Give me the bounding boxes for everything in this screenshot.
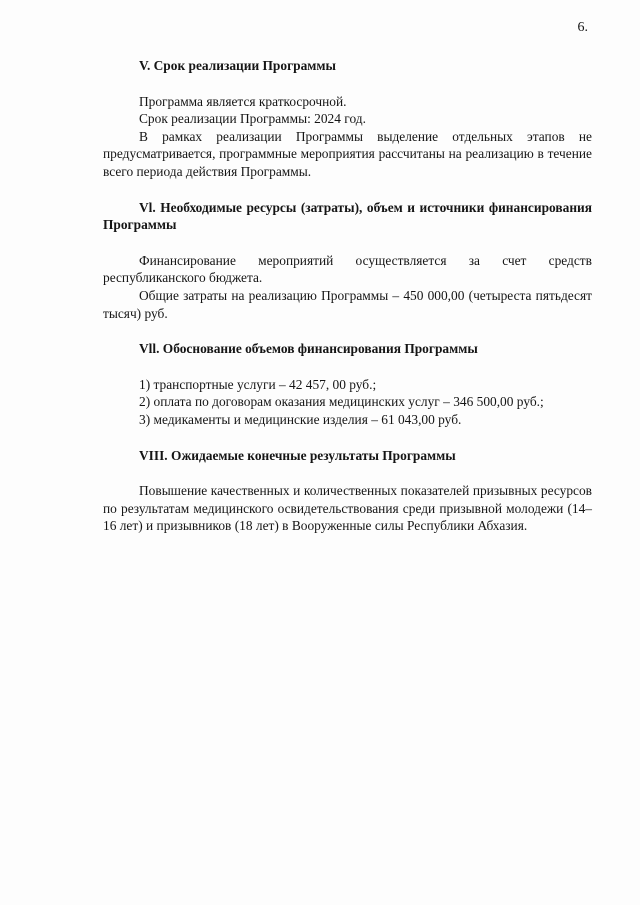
section-v-paragraph: Программа является краткосрочной. — [139, 93, 347, 109]
section-vi-paragraph: Общие затраты на реализацию Программы – 450 000,00 (четыреста пятьдесят тысяч) руб. — [103, 287, 592, 321]
section-v-paragraph: Срок реализации Программы: 2024 год. — [139, 111, 366, 127]
section-vii-list-item: 3) медикаменты и медицинские изделия – 61 043,00 руб. — [139, 411, 462, 427]
section-vii-list-item: 2) оплата по договорам оказания медицинских услуг – 346 500,00 руб.; — [139, 394, 544, 410]
section-heading-vii: Vll. Обоснование объемов финансирования Программы — [139, 341, 478, 357]
section-heading-v: V. Срок реализации Программы — [139, 58, 336, 73]
section-vii-list-item: 1) транспортные услуги – 42 457, 00 руб.; — [139, 376, 377, 392]
section-v-paragraph: В рамках реализации Программы выделение отдельных этапов не предусматривается, программные мероприятия рассчитаны на реализацию в течение всего периода действия Программы. — [103, 128, 592, 179]
section-heading-vi: Vl. Необходимые ресурсы (затраты), объем и источники финансирования Программы — [103, 199, 592, 233]
page-number: 6. — [577, 20, 588, 35]
section-heading-viii: VIII. Ожидаемые конечные результаты Программы — [139, 447, 456, 463]
section-viii-paragraph: Повышение качественных и количественных показателей призывных ресурсов по результатам медицинского освидетельствования среди призывной молодежи (14–16 лет) и призывников (18 лет) в Вооруженные силы Республики Абхазия. — [103, 483, 592, 534]
page-content — [103, 57, 592, 535]
section-vi-paragraph: Финансирование мероприятий осуществляется за счет средств республиканского бюджета. — [103, 252, 592, 286]
